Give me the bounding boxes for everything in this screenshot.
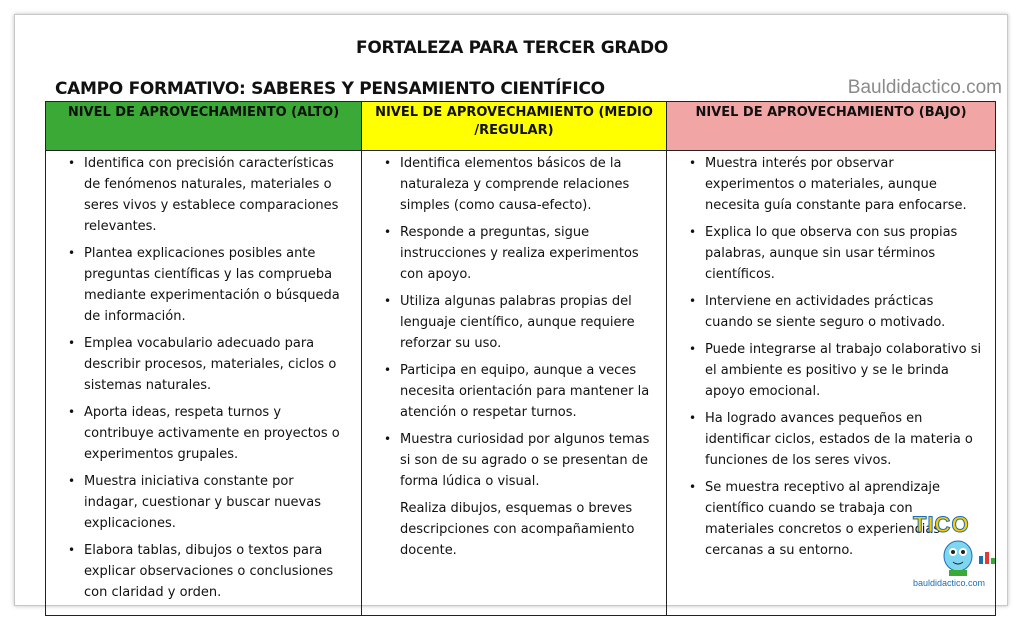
header-bajo: NIVEL DE APROVECHAMIENTO (BAJO): [667, 102, 996, 151]
list-item: • Puede integrarse al trabajo colaborativo si el ambiente es positivo y se le brinda apoyo emocional.: [689, 339, 985, 402]
list-item: • Ha logrado avances pequeños en identificar ciclos, estados de la materia o funciones de los seres vivos.: [689, 408, 985, 471]
list-item: • Utiliza algunas palabras propias del lenguaje científico, aunque requiere reforzar su uso.: [384, 291, 656, 354]
header-alto: NIVEL DE APROVECHAMIENTO (ALTO): [46, 102, 362, 151]
list-item: • Muestra interés por observar experimentos o materiales, aunque necesita guía constante para enfocarse.: [689, 153, 985, 216]
list-item: • Muestra iniciativa constante por indagar, cuestionar y buscar nuevas explicaciones.: [68, 471, 351, 534]
watermark: Bauldidactico.com: [847, 77, 1002, 98]
list-item: • Se muestra receptivo al aprendizaje científico cuando se trabaja con materiales concretos o experiencias cercanas a su entorno.: [689, 477, 985, 561]
tico-logo: [913, 512, 1003, 592]
table-header-row: [46, 102, 996, 151]
logo-site: bauldidactico.com: [913, 578, 986, 588]
list-item: • Identifica elementos básicos de la naturaleza y comprende relaciones simples (como causa-efecto).: [384, 153, 656, 216]
list-item: • Identifica con precisión características de fenómenos naturales, materiales o seres vivos y establece comparaciones relevantes.: [68, 153, 351, 237]
list-item: • Emplea vocabulario adecuado para describir procesos, materiales, ciclos o sistemas naturales.: [68, 333, 351, 396]
list-item: • Muestra curiosidad por algunos temas si son de su agrado o se presentan de forma lúdica o visual.: [384, 429, 656, 492]
list-item: • Aporta ideas, respeta turnos y contribuye activamente en proyectos o experimentos grupales.: [68, 402, 351, 465]
levels-table: [45, 101, 996, 616]
list-item: • Participa en equipo, aunque a veces necesita orientación para mantener la atención o respetar turnos.: [384, 360, 656, 423]
column-medio: [362, 151, 667, 616]
list-item: • Explica lo que observa con sus propias palabras, aunque sin usar términos científicos.: [689, 222, 985, 285]
list-item: • Elabora tablas, dibujos o textos para explicar observaciones o conclusiones con claridad y orden.: [68, 540, 351, 603]
table-row: [46, 151, 996, 616]
page-subtitle: CAMPO FORMATIVO: SABERES Y PENSAMIENTO CIENTÍFICO: [55, 79, 605, 99]
list-item: Realiza dibujos, esquemas o breves descripciones con acompañamiento docente.: [400, 501, 635, 558]
list-item: • Plantea explicaciones posibles ante preguntas científicas y las comprueba mediante experimentación o búsqueda de información.: [68, 243, 351, 327]
page-title: FORTALEZA PARA TERCER GRADO: [356, 38, 668, 58]
logo-text: TICO: [913, 512, 970, 537]
column-alto: [46, 151, 362, 616]
list-item: • Responde a preguntas, sigue instrucciones y realiza experimentos con apoyo.: [384, 222, 656, 285]
list-item: • Interviene en actividades prácticas cuando se siente seguro o motivado.: [689, 291, 985, 333]
header-medio: NIVEL DE APROVECHAMIENTO (MEDIO /REGULAR): [362, 102, 667, 151]
